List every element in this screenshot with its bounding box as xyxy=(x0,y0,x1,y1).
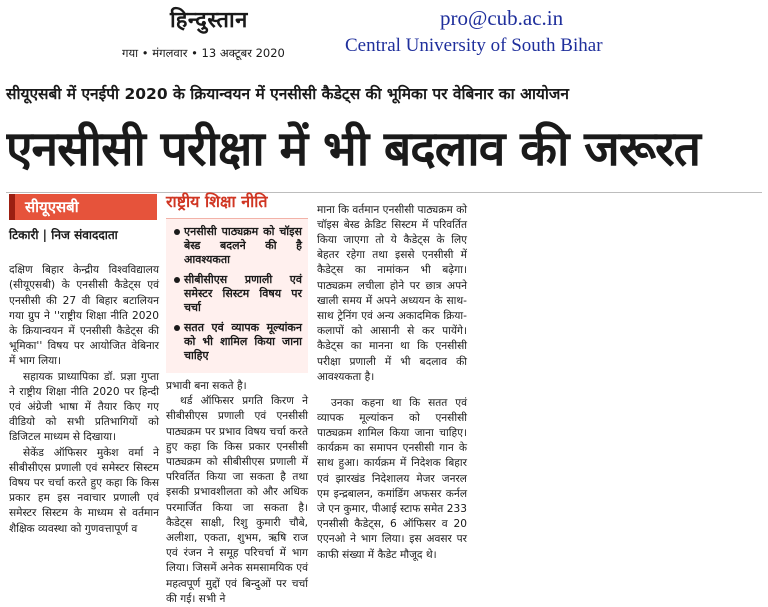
paragraph: उनका कहना था कि सतत एवं व्यापक मूल्यांकन को एनसीसी पाठ्यक्रम शामिल किया जाना चाहिए। कार्यक्रम का समापन एनसीसी गान के साथ हुआ। कार्यक्रम में निदेशक बिहार एवं झारखंड निदेशालय मेजर जनरल एम इन्द्रबालन, कमांडिंग अफसर कर्नल जे एन कुमार, पीआई स्टाफ समेत 233 एनसीसी कैडेट्स, 6 ऑफिसर व 20 एएनओ ने भाग लिया। इस अवसर पर काफी संख्या में कैडेट मौजूद थे। xyxy=(317,396,467,561)
location-badge: सीयूएसबी xyxy=(9,194,157,220)
article-deck: सीयूएसबी में एनईपी 2020 के क्रियान्वयन में एनसीसी कैडेट्स की भूमिका पर वेबिनार का आयोजन xyxy=(6,85,570,103)
byline: टिकारी | निज संवाददाता xyxy=(9,228,118,242)
paragraph: सहायक प्राध्यापिका डॉ. प्रज्ञा गुप्ता ने राष्ट्रीय शिक्षा नीति 2020 पर हिन्दी एवं अंग्रेजी भाषा में तैयार किए गए वीडियो को सभी प्रतिभागियों को डिजिटल माध्यम से दिखाया। xyxy=(9,370,159,444)
column-2-body xyxy=(166,379,308,607)
article-headline: एनसीसी परीक्षा में भी बदलाव की जरूरत xyxy=(6,121,701,177)
contact-email: pro@cub.ac.in xyxy=(440,6,564,30)
newspaper-name: हिन्दुस्तान xyxy=(170,8,248,33)
highlight-point: एनसीसी पाठ्यक्रम को चॉइस बेस्ड बदलने की है आवश्यकता xyxy=(172,225,302,267)
university-contact xyxy=(345,6,745,57)
newspaper-masthead xyxy=(112,4,327,66)
paragraph: दक्षिण बिहार केन्द्रीय विश्वविद्यालय (सीयूएसबी) के एनसीसी कैडेट्स एवं एनसीसी की 27 वी बिहार बटालियन गया ग्रुप ने ''राष्ट्रीय शिक्षा नीति 2020 के क्रियान्वयन में एनसीसी कैडेट्स की भूमिका'' विषय पर आयोजित वेबिनार में भाग लिया। xyxy=(9,264,159,368)
edition-date-line: गया • मंगलवार • 13 अक्टूबर 2020 xyxy=(122,46,285,60)
article-column-2 xyxy=(166,192,308,607)
column-1-body xyxy=(9,263,159,537)
section-label: राष्ट्रीय शिक्षा नीति xyxy=(166,192,268,211)
university-name: Central University of South Bihar xyxy=(345,35,603,56)
highlights-box xyxy=(166,218,308,373)
highlight-point: सतत एवं व्यापक मूल्यांकन को भी शामिल किया जाना चाहिए xyxy=(172,321,302,363)
paragraph: प्रभावी बना सकते है। xyxy=(166,380,247,392)
highlight-point: सीबीसीएस प्रणाली एवं समेस्टर सिस्टम विषय पर चर्चा xyxy=(172,273,302,315)
paragraph: सेकेंड ऑफिसर मुकेश वर्मा ने सीबीसीएस प्रणाली एवं समेस्टर सिस्टम विषय पर चर्चा करते हुए कहा कि किस प्रकार हम इस नवाचार प्रणाली एवं समेस्टर सिस्टम के माध्यम से वर्तमान शैक्षिक व्यवस्था को गुणवत्तापूर्ण व xyxy=(9,446,159,535)
paragraph: थर्ड ऑफिसर प्रगति किरण ने सीबीसीएस प्रणाली एवं एनसीसी पाठ्यक्रम पर प्रभाव विषय चर्चा करते हुए कहा कि किस प्रकार एनसीसी पाठ्यक्रम को सीबीसीएस प्रणाली में परिवर्तित किया जा सकता है तथा इसकी प्रभावशीलता को और अधिक परमार्जित किया जा सकता है। कैडेट्स साक्षी, रिशु कुमारी चौबे, अलीशा, एकता, शुभम, ऋषि राज एवं रंजन ने समूह परिचर्चा में भाग लिया। जिसमें अनेक समसामयिक एवं महत्वपूर्ण मुद्दों एवं बिन्दुओं पर चर्चा की गई। सभी ने xyxy=(166,395,308,605)
paragraph: माना कि वर्तमान एनसीसी पाठ्यक्रम को चॉइस बेस्ड क्रेडिट सिस्टम में परिवर्तित किया जाएगा तो ये कैडेट्स के लिए बेहतर रहेगा तथा इससे एनसीसी में कैडेट्स का नामांकन भी बढ़ेगा। पाठ्यक्रम लचीला होने पर छात्र अपने खाली समय में अपने अध्ययन के साथ-साथ ट्रेनिंग एवं अन्य अकादमिक क्रिया-कलापों को आसानी से कर पायेंगे। कैडेट्स का मानना था कि एनसीसी परीक्षा प्रणाली में भी बदलाव की आवश्यकता है। xyxy=(317,203,467,383)
article-column-1 xyxy=(9,192,159,537)
article-column-3 xyxy=(317,192,467,573)
